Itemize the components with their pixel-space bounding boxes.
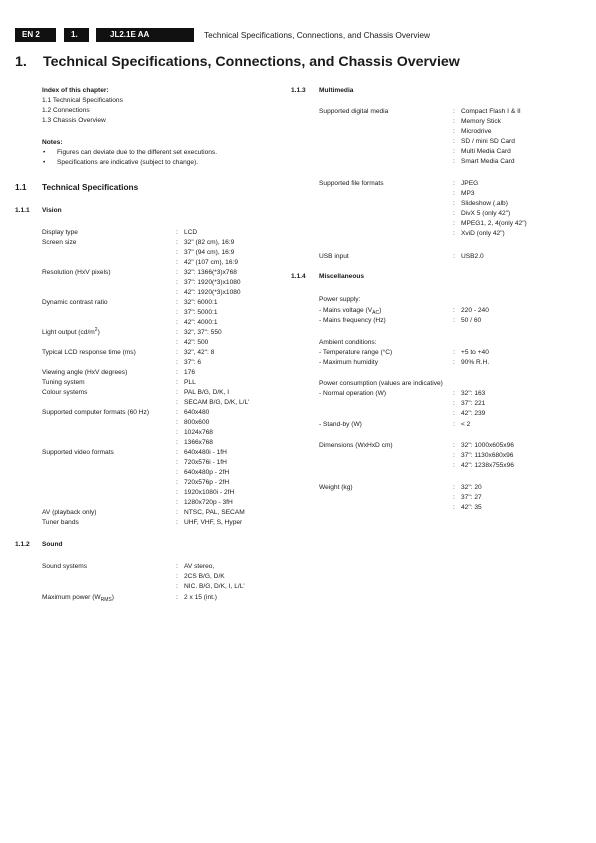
spec-value: NIC. B/G, D/K, I, L/L'	[184, 583, 245, 590]
spec-label: Maximum power $(W_{RMS})$	[42, 594, 114, 603]
spec-row	[319, 503, 596, 513]
spec-value: 220 - 240	[461, 307, 489, 314]
spec-separator: :	[176, 469, 178, 476]
spec-row	[42, 478, 334, 488]
spec-row	[42, 448, 334, 458]
spec-label: Sound systems	[42, 563, 88, 570]
subsection-title: Vision	[42, 207, 62, 214]
chapter-number-box	[64, 28, 89, 42]
spec-value: PAL B/G, D/K, I	[184, 389, 230, 396]
index-item: 1.2 Connections	[42, 107, 90, 114]
spec-row	[319, 306, 596, 316]
spec-separator: :	[453, 108, 455, 115]
spec-value: 32" (82 cm), 16:9	[184, 239, 235, 246]
spec-row	[319, 189, 596, 199]
power-supply-heading: Power supply:	[319, 296, 361, 303]
spec-label: Resolution (HxV pixels)	[42, 269, 111, 276]
spec-separator: :	[176, 479, 178, 486]
spec-row	[319, 493, 596, 503]
spec-row	[42, 308, 334, 318]
spec-row	[319, 316, 596, 326]
subsection-number: 1.1.4	[291, 273, 306, 280]
spec-separator: :	[176, 399, 178, 406]
spec-value: 800x600	[184, 419, 210, 426]
spec-separator: :	[453, 400, 455, 407]
spec-value: 32": 20	[461, 484, 482, 491]
spec-separator: :	[176, 249, 178, 256]
spec-separator: :	[176, 439, 178, 446]
spec-separator: :	[176, 594, 178, 601]
spec-value: 640x480i - 1fH	[184, 449, 227, 456]
spec-row	[42, 228, 334, 238]
spec-value: 42": 239	[461, 410, 486, 417]
spec-label: Tuning system	[42, 379, 85, 386]
spec-row	[42, 288, 334, 298]
note-item: • Specifications are indicative (subject to change).	[57, 158, 198, 168]
spec-label: - Mains voltage $(V_{AC})$	[319, 307, 382, 316]
spec-row	[42, 298, 334, 308]
spec-label: Light output $(cd/m^2)$	[42, 327, 100, 336]
spec-value: 32": 1000x605x96	[461, 442, 514, 449]
spec-row	[319, 199, 596, 209]
spec-row	[319, 252, 596, 262]
index-item: 1.3 Chassis Overview	[42, 117, 106, 124]
spec-row	[42, 418, 334, 428]
spec-row	[42, 498, 334, 508]
spec-separator: :	[176, 449, 178, 456]
spec-row	[42, 238, 334, 248]
spec-row	[319, 137, 596, 147]
notes-heading: Notes:	[42, 139, 63, 146]
spec-label: - Stand-by (W)	[319, 421, 362, 428]
spec-label: Colour systems	[42, 389, 88, 396]
spec-value: 32": 163	[461, 390, 486, 397]
spec-row	[319, 127, 596, 137]
spec-separator: :	[176, 359, 178, 366]
spec-value: 1920x1080i - 2fH	[184, 489, 235, 496]
spec-label: Display type	[42, 229, 78, 236]
spec-value: 42" (107 cm), 16:9	[184, 259, 239, 266]
spec-separator: :	[453, 410, 455, 417]
note-item: • Figures can deviate due to the different set executions.	[57, 148, 217, 158]
spec-separator: :	[176, 329, 178, 336]
spec-separator: :	[453, 158, 455, 165]
spec-separator: :	[176, 289, 178, 296]
model-name: JL2.1E AA	[110, 30, 150, 39]
spec-value: Smart Media Card	[461, 158, 515, 165]
spec-value: 90% R.H.	[461, 359, 490, 366]
spec-row	[42, 582, 334, 592]
spec-separator: :	[176, 459, 178, 466]
spec-row	[42, 258, 334, 268]
spec-label: Viewing angle (HxV degrees)	[42, 369, 128, 376]
page-title-text: Technical Specifications, Connections, and Chassis Overview	[43, 54, 460, 70]
spec-label: Typical LCD response time (ms)	[42, 349, 136, 356]
spec-row	[42, 428, 334, 438]
spec-separator: :	[176, 309, 178, 316]
page-number-box	[15, 28, 56, 42]
spec-separator: :	[453, 494, 455, 501]
spec-row	[42, 348, 334, 358]
spec-label: Supported digital media	[319, 108, 389, 115]
spec-row	[319, 461, 596, 471]
subsection-number: 1.1.3	[291, 87, 306, 94]
spec-value: Memory Stick	[461, 118, 501, 125]
spec-row	[42, 458, 334, 468]
spec-separator: :	[176, 319, 178, 326]
spec-label: Supported file formats	[319, 180, 384, 187]
spec-separator: :	[453, 307, 455, 314]
spec-value: 37": 5000:1	[184, 309, 218, 316]
subsection-number: 1.1.2	[15, 541, 30, 548]
spec-value: MP3	[461, 190, 475, 197]
spec-separator: :	[176, 389, 178, 396]
spec-separator: :	[176, 563, 178, 570]
spec-separator: :	[453, 118, 455, 125]
spec-value: 2CS B/G, D/K	[184, 573, 225, 580]
spec-value: AV stereo,	[184, 563, 215, 570]
spec-row	[42, 518, 334, 528]
spec-value: 37": 1920(*3)x1080	[184, 279, 241, 286]
spec-row	[42, 488, 334, 498]
spec-label: Supported computer formats (60 Hz)	[42, 409, 150, 416]
spec-label: Weight (kg)	[319, 484, 353, 491]
spec-value: 42": 1238x755x96	[461, 462, 514, 469]
spec-row	[319, 451, 596, 461]
spec-separator: :	[176, 379, 178, 386]
spec-value: 42": 4000:1	[184, 319, 218, 326]
spec-row	[42, 508, 334, 518]
spec-row	[319, 420, 596, 430]
subsection-title: Multimedia	[319, 87, 354, 94]
spec-label: USB input	[319, 253, 349, 260]
spec-row	[319, 107, 596, 117]
spec-separator: :	[453, 390, 455, 397]
spec-label: Supported video formats	[42, 449, 114, 456]
spec-value: Slideshow (.alb)	[461, 200, 508, 207]
section-number: 1.1	[15, 182, 27, 192]
spec-value: PLL	[184, 379, 196, 386]
spec-separator: :	[453, 253, 455, 260]
model-box	[96, 28, 194, 42]
spec-separator: :	[176, 419, 178, 426]
header-title: Technical Specifications, Connections, and Chassis Overview	[204, 30, 430, 40]
spec-row	[319, 409, 596, 419]
spec-value: 42": 1920(*3)x1080	[184, 289, 241, 296]
spec-value: +5 to +40	[461, 349, 489, 356]
spec-separator: :	[453, 210, 455, 217]
spec-value: Multi Media Card	[461, 148, 511, 155]
spec-value: 37": 1130x680x96	[461, 452, 514, 459]
spec-value: NTSC, PAL, SECAM	[184, 509, 245, 516]
spec-row	[42, 368, 334, 378]
spec-row	[42, 248, 334, 258]
spec-row	[42, 562, 334, 572]
spec-label: Dimensions (WxHxD cm)	[319, 442, 393, 449]
spec-value: LCD	[184, 229, 198, 236]
spec-label: - Temperature range (°C)	[319, 349, 393, 356]
spec-row	[319, 117, 596, 127]
spec-separator: :	[176, 573, 178, 580]
spec-value: 37" (94 cm), 16:9	[184, 249, 235, 256]
spec-separator: :	[176, 519, 178, 526]
spec-value: XviD (only 42")	[461, 230, 505, 237]
spec-separator: :	[453, 220, 455, 227]
spec-label: Tuner bands	[42, 519, 79, 526]
index-heading: Index of this chapter:	[42, 87, 109, 94]
spec-value: 50 / 60	[461, 317, 482, 324]
spec-separator: :	[453, 317, 455, 324]
spec-row	[319, 441, 596, 451]
spec-row	[319, 348, 596, 358]
spec-row	[42, 338, 334, 348]
page-title	[15, 54, 460, 70]
spec-row	[42, 398, 334, 408]
spec-row	[42, 572, 334, 582]
spec-row	[42, 358, 334, 368]
spec-value: 32": 1366(*3)x768	[184, 269, 237, 276]
spec-value: 37": 27	[461, 494, 482, 501]
spec-value: SD / mini SD Card	[461, 138, 515, 145]
spec-separator: :	[453, 452, 455, 459]
spec-separator: :	[176, 229, 178, 236]
page-title-number: 1.	[15, 54, 27, 70]
spec-separator: :	[453, 230, 455, 237]
spec-separator: :	[453, 190, 455, 197]
spec-value: USB2.0	[461, 253, 484, 260]
spec-label: - Maximum humidity	[319, 359, 378, 366]
spec-row	[42, 388, 334, 398]
spec-separator: :	[453, 148, 455, 155]
subsection-number: 1.1.1	[15, 207, 30, 214]
spec-row	[319, 209, 596, 219]
spec-value: 37": 221	[461, 400, 486, 407]
spec-value: Microdrive	[461, 128, 492, 135]
power-consumption-heading: Power consumption (values are indicative)	[319, 380, 443, 387]
page-number: EN 2	[22, 30, 40, 39]
spec-row	[319, 399, 596, 409]
spec-row	[42, 438, 334, 448]
spec-value: 32", 42": 8	[184, 349, 215, 356]
spec-separator: :	[176, 239, 178, 246]
spec-row	[42, 318, 334, 328]
spec-separator: :	[453, 138, 455, 145]
spec-value: 32": 6000:1	[184, 299, 218, 306]
spec-value: DivX 5 (only 42")	[461, 210, 511, 217]
spec-row	[42, 593, 334, 603]
spec-value: JPEG	[461, 180, 479, 187]
spec-row	[42, 468, 334, 478]
spec-value: 37": 6	[184, 359, 202, 366]
spec-value: 32", 37": 550	[184, 329, 222, 336]
spec-separator: :	[176, 349, 178, 356]
spec-value: Compact Flash I & II	[461, 108, 521, 115]
spec-value: 640x480p - 2fH	[184, 469, 230, 476]
spec-value: < 2	[461, 421, 471, 428]
spec-separator: :	[453, 504, 455, 511]
spec-value: 1280x720p - 3fH	[184, 499, 233, 506]
ambient-heading: Ambient conditions:	[319, 339, 377, 346]
spec-row	[319, 179, 596, 189]
spec-separator: :	[176, 489, 178, 496]
spec-separator: :	[453, 200, 455, 207]
spec-row	[319, 157, 596, 167]
spec-separator: :	[453, 128, 455, 135]
spec-row	[319, 219, 596, 229]
spec-row	[319, 389, 596, 399]
spec-value: 640x480	[184, 409, 210, 416]
spec-separator: :	[176, 369, 178, 376]
spec-separator: :	[176, 429, 178, 436]
spec-row	[42, 328, 334, 338]
spec-value: 1024x768	[184, 429, 213, 436]
spec-separator: :	[453, 349, 455, 356]
spec-separator: :	[176, 509, 178, 516]
spec-value: 42": 35	[461, 504, 482, 511]
spec-value: UHF, VHF, S, Hyper	[184, 519, 243, 526]
spec-separator: :	[453, 359, 455, 366]
subsection-title: Sound	[42, 541, 63, 548]
spec-value: 42": 500	[184, 339, 209, 346]
spec-value: 720x576p - 2fH	[184, 479, 230, 486]
spec-separator: :	[176, 259, 178, 266]
spec-label: Screen size	[42, 239, 77, 246]
spec-value: MPEG1, 2, 4(only 42")	[461, 220, 527, 227]
spec-separator: :	[453, 421, 455, 428]
spec-row	[319, 229, 596, 239]
spec-separator: :	[176, 409, 178, 416]
spec-value: 1366x768	[184, 439, 213, 446]
spec-separator: :	[176, 299, 178, 306]
spec-value: SECAM B/G, D/K, L/L'	[184, 399, 250, 406]
subsection-title: Miscellaneous	[319, 273, 365, 280]
section-title: Technical Specifications	[42, 182, 139, 192]
spec-separator: :	[176, 279, 178, 286]
spec-separator: :	[453, 484, 455, 491]
spec-separator: :	[453, 462, 455, 469]
spec-label: - Normal operation (W)	[319, 390, 387, 397]
spec-row	[42, 378, 334, 388]
index-item: 1.1 Technical Specifications	[42, 97, 123, 104]
spec-separator: :	[453, 442, 455, 449]
spec-row	[42, 408, 334, 418]
spec-separator: :	[176, 499, 178, 506]
spec-row	[319, 147, 596, 157]
chapter-number: 1.	[71, 30, 78, 39]
spec-label: Dynamic contrast ratio	[42, 299, 108, 306]
spec-separator: :	[176, 583, 178, 590]
spec-value: 176	[184, 369, 196, 376]
spec-separator: :	[176, 269, 178, 276]
spec-separator: :	[176, 339, 178, 346]
spec-label: AV (playback only)	[42, 509, 97, 516]
spec-value: 2 x 15 (int.)	[184, 594, 217, 601]
spec-value: 720x576i - 1fH	[184, 459, 227, 466]
spec-separator: :	[453, 180, 455, 187]
spec-label: - Mains frequency (Hz)	[319, 317, 386, 324]
spec-row	[319, 358, 596, 368]
spec-row	[319, 483, 596, 493]
